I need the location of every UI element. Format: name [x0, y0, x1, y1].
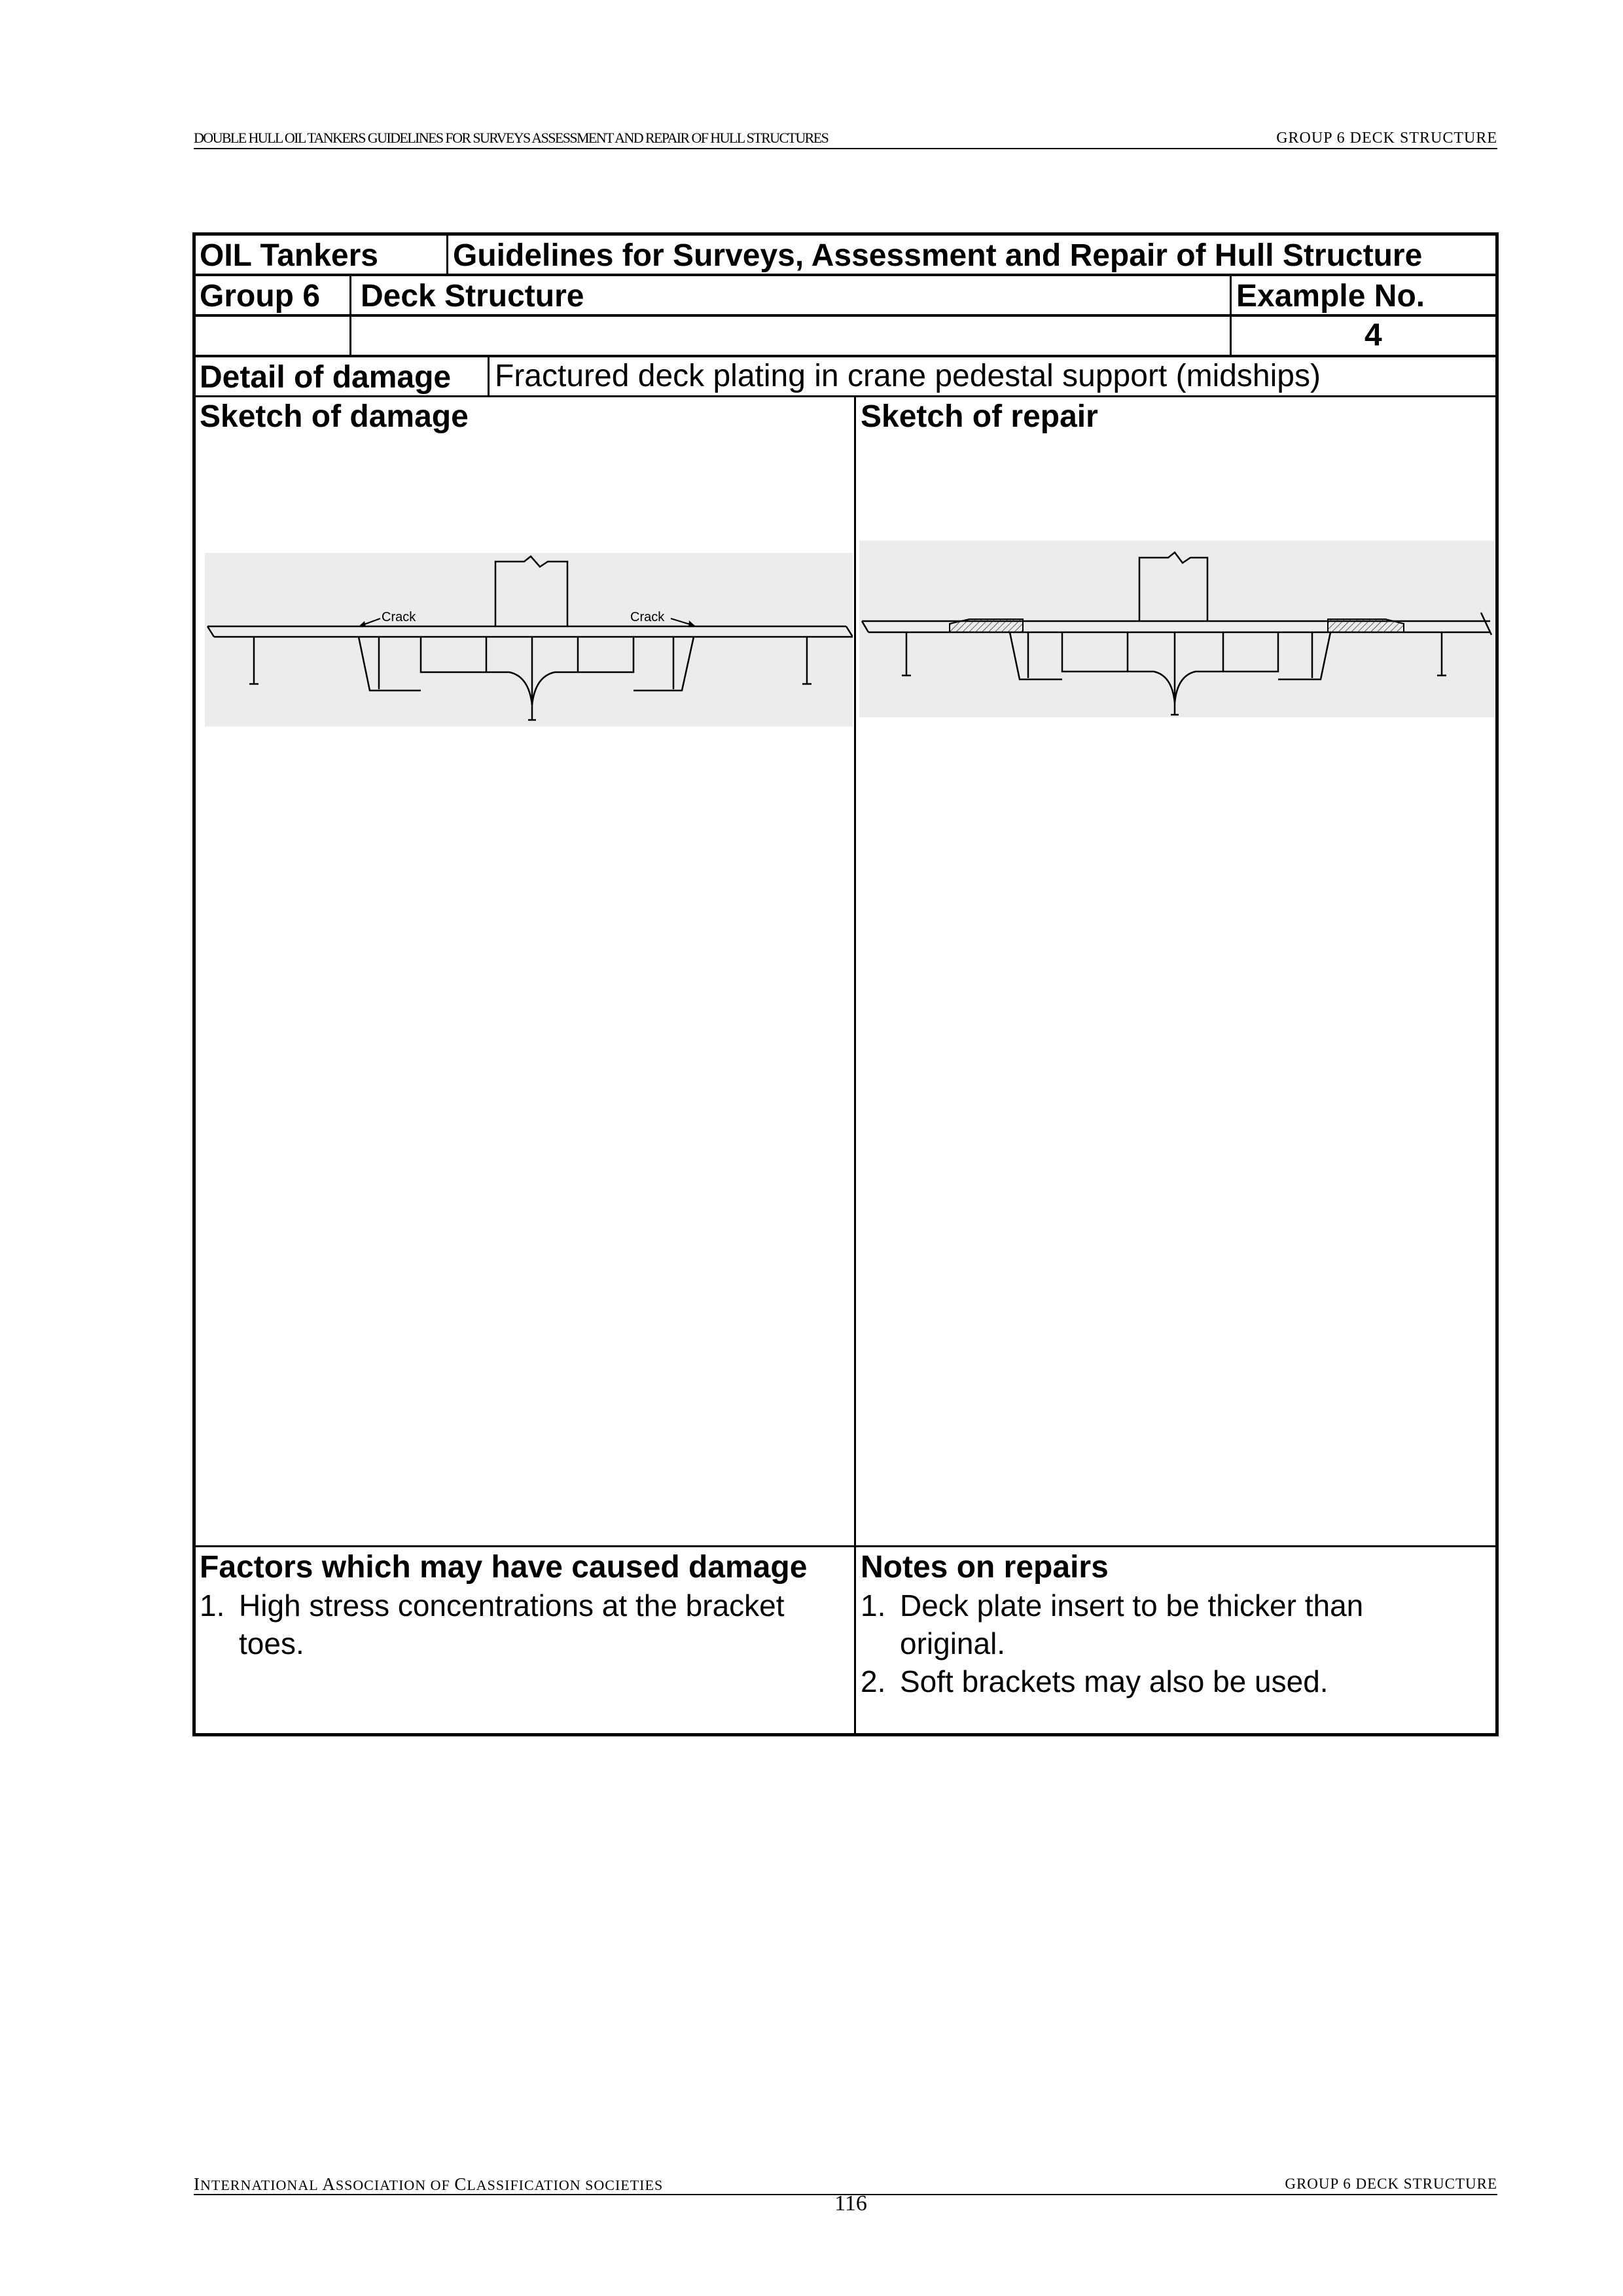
running-footer-group: GROUP 6 DECK STRUCTURE [1285, 2176, 1497, 2192]
row-divider [196, 274, 1495, 276]
factors-list [200, 1587, 849, 1662]
row-divider [196, 355, 1495, 357]
notes-label: Notes on repairs [861, 1550, 1109, 1585]
col-divider [349, 275, 351, 356]
detail-label: Detail of damage [200, 360, 452, 395]
damage-sketch [205, 553, 853, 726]
list-item [200, 1587, 849, 1662]
sketch-repair-label: Sketch of repair [861, 399, 1098, 434]
col-divider [446, 236, 448, 275]
sketch-damage-label: Sketch of damage [200, 399, 469, 434]
col-divider [1230, 275, 1232, 356]
running-footer-society: INTERNATIONAL ASSOCIATION OF CLASSIFICATION SOCIETIES [194, 2174, 664, 2194]
col-divider [854, 397, 856, 1733]
list-text: High stress concentrations at the bracket toes. [239, 1588, 785, 1660]
list-number: 1. [200, 1588, 225, 1623]
list-number: 1. [861, 1588, 886, 1623]
running-header-title: DOUBLE HULL OIL TANKERS GUIDELINES FOR SURVEYS ASSESSMENT AND REPAIR OF HULL STRUCTURES [194, 130, 829, 146]
damage-example-form [192, 232, 1499, 1736]
repair-sketch [859, 541, 1494, 717]
crack-label-right: Crack [630, 610, 665, 624]
row-divider [196, 395, 1495, 397]
row-divider [196, 1545, 1495, 1547]
running-header-group: GROUP 6 DECK STRUCTURE [1276, 130, 1497, 147]
list-item [861, 1587, 1410, 1662]
group-title: Deck Structure [361, 279, 584, 314]
factors-label: Factors which may have caused damage [200, 1550, 808, 1585]
notes-list [861, 1587, 1410, 1700]
group-number: Group 6 [200, 279, 321, 314]
list-number: 2. [861, 1664, 886, 1698]
guidelines-title: Guidelines for Surveys, Assessment and Repair of Hull Structure [453, 238, 1423, 273]
list-text: Deck plate insert to be thicker than original. [900, 1588, 1364, 1660]
ship-type: OIL Tankers [200, 238, 378, 273]
page-number: 116 [834, 2191, 867, 2215]
col-divider [488, 356, 490, 397]
example-number: 4 [1364, 318, 1382, 353]
row-divider [196, 314, 1495, 317]
list-text: Soft brackets may also be used. [900, 1664, 1329, 1698]
header-rule [194, 148, 1497, 149]
crack-label-left: Crack [382, 610, 416, 624]
detail-value: Fractured deck plating in crane pedestal support (midships) [495, 359, 1321, 393]
list-item [861, 1662, 1410, 1700]
example-label: Example No. [1236, 279, 1425, 314]
